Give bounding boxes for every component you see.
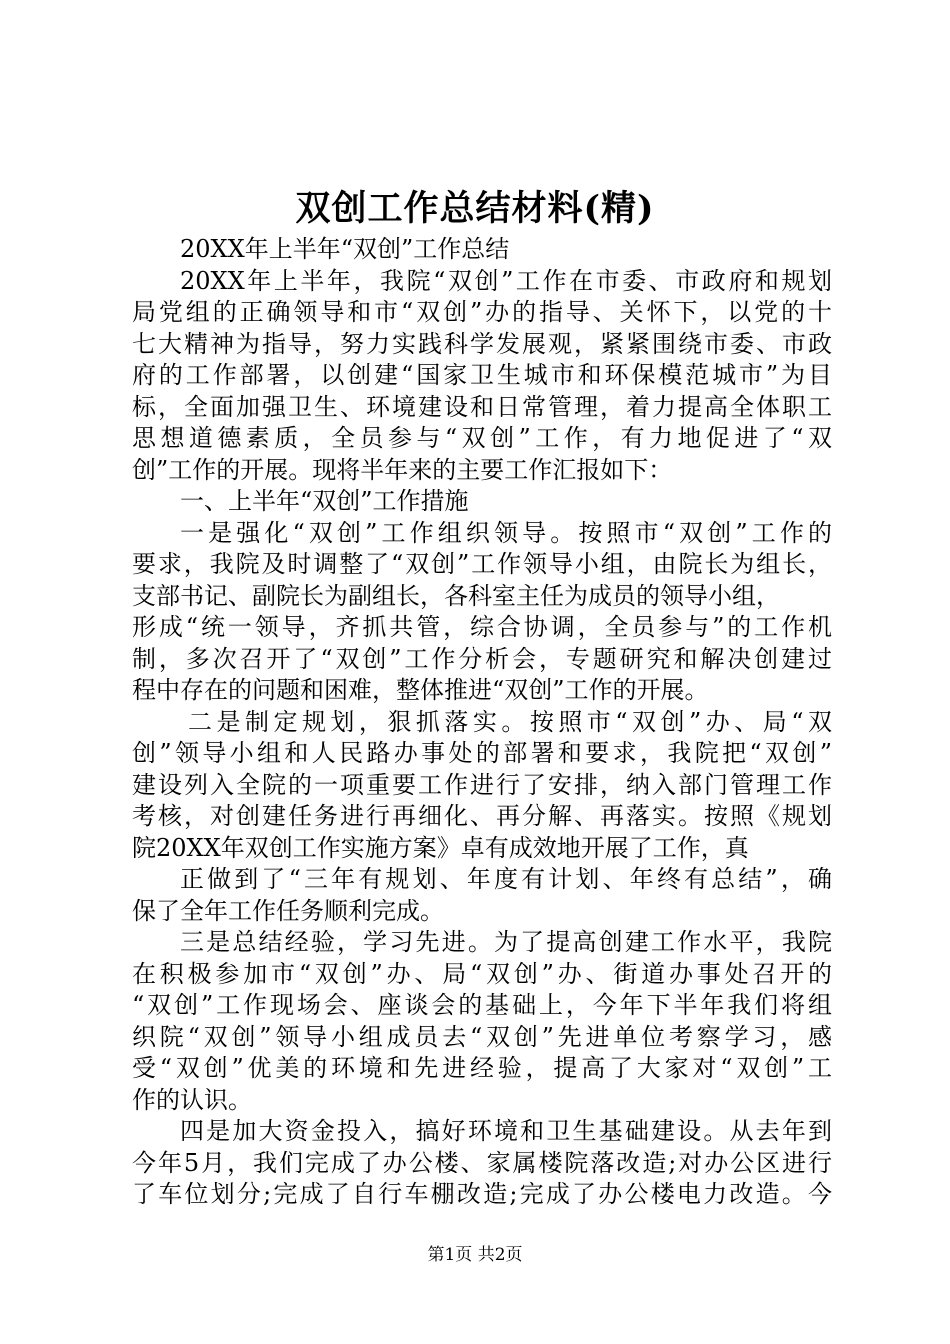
paragraph-line: 受“双创”优美的环境和先进经验，提高了大家对“双创”工 bbox=[132, 1054, 832, 1082]
paragraph-line: “双创”工作现场会、座谈会的基础上，今年下半年我们将组 bbox=[132, 991, 832, 1019]
paragraph-line: 院20XX年双创工作实施方案》卓有成效地开展了工作，真 bbox=[132, 833, 749, 862]
paragraph-line: 支部书记、副院长为副组长，各科室主任为成员的领导小组， bbox=[132, 581, 780, 610]
paragraph-line: 今年5月，我们完成了办公楼、家属楼院落改造;对办公区进行 bbox=[132, 1148, 832, 1177]
paragraph-line: 保了全年工作任务顺利完成。 bbox=[132, 896, 444, 925]
paragraph-line: 20XX年上半年，我院“双创”工作在市委、市政府和规划 bbox=[180, 266, 832, 295]
section-heading: 一、上半年“双创”工作措施 bbox=[180, 487, 469, 515]
paragraph-line: 三是总结经验，学习先进。为了提高创建工作水平，我院 bbox=[180, 928, 832, 956]
document-body bbox=[132, 234, 832, 1211]
paragraph-line: 创”领导小组和人民路办事处的部署和要求，我院把“双创” bbox=[132, 739, 832, 767]
paragraph-line: 作的认识。 bbox=[132, 1085, 252, 1114]
paragraph-line: 正做到了“三年有规划、年度有计划、年终有总结”，确 bbox=[180, 865, 832, 893]
page-number: 第1页 共2页 bbox=[427, 1245, 523, 1265]
subtitle-line: 20XX年上半年“双创”工作总结 bbox=[180, 235, 510, 263]
paragraph-line: 创”工作的开展。现将半年来的主要工作汇报如下： bbox=[132, 455, 673, 484]
paragraph-line: 建设列入全院的一项重要工作进行了安排，纳入部门管理工作 bbox=[132, 770, 832, 799]
paragraph-line: 了车位划分;完成了自行车棚改造;完成了办公楼电力改造。今 bbox=[132, 1180, 832, 1208]
paragraph-line: 在积极参加市“双创”办、局“双创”办、街道办事处召开的 bbox=[132, 959, 832, 988]
paragraph-line: 形成“统一领导，齐抓共管，综合协调，全员参与”的工作机 bbox=[132, 613, 832, 641]
paragraph-line: 一是强化“双创”工作组织领导。按照市“双创”工作的 bbox=[180, 518, 832, 547]
paragraph-line: 二是制定规划，狠抓落实。按照市“双创”办、局“双 bbox=[188, 707, 832, 736]
paragraph-line: 织院“双创”领导小组成员去“双创”先进单位考察学习，感 bbox=[132, 1022, 832, 1051]
paragraph-line: 局党组的正确领导和市“双创”办的指导、关怀下，以党的十 bbox=[132, 298, 832, 326]
paragraph-line: 要求，我院及时调整了“双创”工作领导小组，由院长为组长， bbox=[132, 550, 832, 578]
paragraph-line: 制，多次召开了“双创”工作分析会，专题研究和解决创建过 bbox=[132, 644, 832, 673]
paragraph-line: 思想道德素质，全员参与“双创”工作，有力地促进了“双 bbox=[132, 424, 832, 452]
paragraph-line: 四是加大资金投入，搞好环境和卫生基础建设。从去年到 bbox=[180, 1117, 832, 1145]
paragraph-line: 七大精神为指导，努力实践科学发展观，紧紧围绕市委、市政 bbox=[132, 329, 832, 358]
document-title: 双创工作总结材料(精) bbox=[295, 188, 655, 229]
paragraph-line: 考核，对创建任务进行再细化、再分解、再落实。按照《规划 bbox=[132, 802, 832, 830]
paragraph-line: 程中存在的问题和困难，整体推进“双创”工作的开展。 bbox=[132, 676, 709, 704]
paragraph-line: 府的工作部署，以创建“国家卫生城市和环保模范城市”为目 bbox=[132, 361, 832, 389]
paragraph-line: 标，全面加强卫生、环境建设和日常管理，着力提高全体职工 bbox=[132, 392, 832, 421]
